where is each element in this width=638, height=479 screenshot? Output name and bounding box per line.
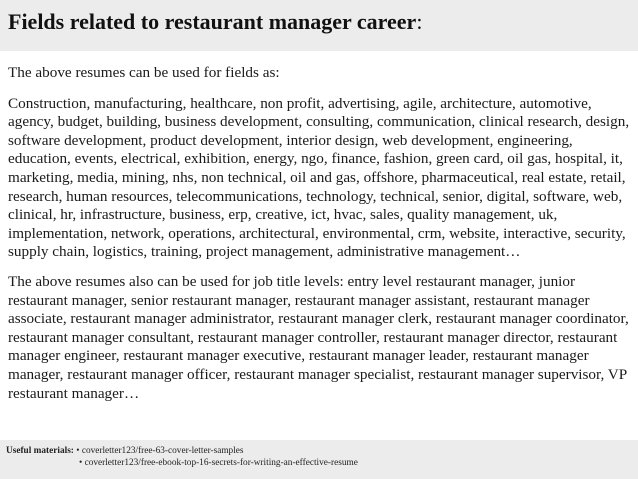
footer-link-ebook-resume-secrets[interactable]: • coverletter123/free-ebook-top-16-secrets-for-writing-an-effective-resume [79, 458, 358, 468]
page-title: Fields related to restaurant manager career [8, 9, 417, 34]
fields-list: Construction, manufacturing, healthcare, non profit, advertising, agile, architecture, automotive, agency, budget, building, business development, consulting, communication, clinical research, design, software development, product development, interior design, web development, engineering, education, events, electrical, exhibition, energy, ngo, finance, fashion, green card, oil gas, hospital, it, marketing, media, mining, nhs, non technical, oil and gas, offshore, pharmaceutical, real estate, retail, research, human resources, telecommunications, technology, technical, senior, digital, software, web, clinical, hr, infrastructure, business, erp, creative, ict, hvac, sales, quality management, uk, implementation, network, operations, architectural, environmental, crm, website, interactive, security, supply chain, logistics, training, project management, administrative management… [8, 94, 630, 261]
title-colon: : [416, 9, 423, 34]
footer-label: Useful materials: [6, 446, 74, 456]
footer [0, 440, 638, 479]
footer-row-2 [6, 457, 638, 469]
footer-link-cover-letter-samples[interactable]: • coverletter123/free-63-cover-letter-samples [76, 446, 244, 456]
intro-text: The above resumes can be used for fields as: [8, 64, 280, 81]
job-titles-list: The above resumes also can be used for job title levels: entry level restaurant manager, junior restaurant manager, senior restaurant manager, restaurant manager assistant, restaurant manager associate, restaurant manager administrator, restaurant manager clerk, restaurant manager coordinator, restaurant manager consultant, restaurant manager controller, restaurant manager director, restaurant manager engineer, restaurant manager executive, restaurant manager leader, restaurant manager manager, restaurant manager officer, restaurant manager specialist, restaurant manager supervisor, VP restaurant manager… [8, 272, 629, 402]
title-bar [0, 0, 638, 51]
slide-body [8, 64, 634, 403]
footer-row-1 [6, 445, 638, 457]
